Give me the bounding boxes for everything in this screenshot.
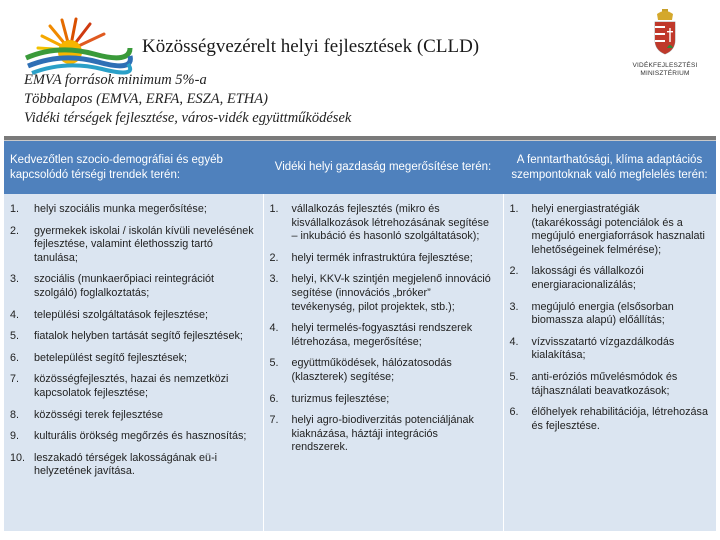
item-text: turizmus fejlesztése;	[291, 392, 390, 405]
item-number: 8.	[10, 408, 20, 421]
ministry-name: VIDÉKFEJLESZTÉSI MINISZTÉRIUM	[632, 62, 698, 77]
list-item	[270, 252, 497, 266]
summary-line: Vidéki térségek fejlesztése, város-vidék együttműködések	[24, 110, 352, 126]
list-item	[10, 430, 257, 444]
item-number: 3.	[509, 300, 519, 313]
item-text: betelepülést segítő fejlesztések;	[34, 351, 188, 364]
item-text: élőhelyek rehabilitációja, létrehozása és fejlesztése.	[531, 406, 708, 432]
summary-line: Többalapos (EMVA, ERFA, ESZA, ETHA)	[24, 91, 268, 107]
list-item	[10, 452, 257, 479]
item-text: megújuló energia (elsősorban biomassza alapú) előállítás;	[531, 300, 674, 327]
item-text: helyi termelés-fogyasztási rendszerek létrehozása, megerősítése;	[291, 322, 473, 348]
sun-logo-icon	[18, 14, 133, 76]
item-text: helyi szociális munka megerősítése;	[34, 203, 207, 215]
item-text: helyi agro-biodiverzitás potenciáljának kiaknázása, háztáji integrációs rendszerek.	[291, 414, 474, 454]
item-text: közösségi terek fejlesztése	[34, 408, 164, 421]
list-item	[270, 414, 497, 455]
list-item	[10, 225, 257, 266]
list-item	[510, 301, 711, 328]
item-number: 1.	[509, 203, 519, 215]
item-text: vállalkozás fejlesztés (mikro és kisvállalkozások létrehozásának segítése – inkubáció és hasonló szolgáltatások);	[291, 203, 489, 243]
list-item	[510, 203, 711, 257]
item-number: 5.	[10, 330, 20, 343]
item-text: együttműködések, hálózatosodás (klaszterek) segítése;	[291, 357, 452, 383]
item-number: 10.	[10, 451, 26, 464]
item-text: leszakadó térségek lakosságának eü-i helyzetének javítása.	[34, 451, 218, 478]
list-item	[10, 203, 257, 217]
column-heading-social: Kedvezőtlen szocio-demográfiai és egyéb kapcsolódó térségi trendek terén:	[4, 141, 263, 194]
item-number: 6.	[269, 392, 279, 405]
item-text: fiatalok helyben tartását segítő fejlesztések;	[34, 330, 243, 343]
item-text: szociális (munkaerőpiaci reintegrációt szolgáló) foglalkoztatás;	[34, 273, 215, 299]
list-item	[270, 393, 497, 407]
content-table	[4, 141, 716, 531]
item-number: 1.	[269, 203, 279, 215]
column-social	[4, 194, 263, 531]
item-number: 7.	[269, 414, 279, 427]
item-text: gyermekek iskolai / iskolán kívüli nevelésének fejlesztése, valamint élethosszig tartó tanulása;	[34, 224, 254, 264]
item-text: vízvisszatartó vízgazdálkodás kialakítása;	[531, 335, 675, 362]
item-text: lakossági és vállalkozói energiaracionalizálás;	[531, 265, 644, 291]
item-number: 6.	[10, 351, 20, 364]
item-number: 1.	[10, 203, 20, 215]
summary-lines	[24, 71, 351, 128]
list-item	[270, 357, 497, 384]
item-text: anti-eróziós művelésmódok és tájhasználati beavatkozások;	[531, 370, 678, 397]
list-item	[510, 265, 711, 292]
item-number: 7.	[10, 373, 20, 386]
page-title: Közösségvezérelt helyi fejlesztések (CLLD)	[142, 36, 480, 57]
item-text: települési szolgáltatások fejlesztése;	[34, 308, 209, 321]
column-heading-economy: Vidéki helyi gazdaság megerősítése terén:	[263, 141, 503, 194]
list-item	[10, 330, 257, 344]
coat-of-arms-icon	[650, 8, 680, 56]
item-number: 3.	[269, 273, 279, 286]
item-number: 9.	[10, 430, 20, 443]
column-sustainability	[503, 194, 716, 531]
item-text: helyi, KKV-k szintjén megjelenő innováció segítése (innovációs „bróker” tevékenység, pilot projektek, stb.);	[291, 273, 491, 313]
item-number: 5.	[269, 357, 279, 370]
item-number: 4.	[10, 308, 20, 321]
list-item	[510, 336, 711, 363]
list-item	[270, 203, 497, 244]
item-number: 2.	[269, 251, 279, 264]
item-number: 6.	[509, 406, 519, 419]
item-number: 5.	[509, 370, 519, 383]
item-number: 2.	[509, 265, 519, 278]
column-heading-sustainability: A fenntarthatósági, klíma adaptációs szempontoknak való megfelelés terén:	[503, 141, 716, 194]
list-item	[10, 352, 257, 366]
item-text: közösségfejlesztés, hazai és nemzetközi kapcsolatok fejlesztése;	[34, 373, 229, 399]
item-text: helyi termék infrastruktúra fejlesztése;	[291, 251, 473, 264]
column-economy	[263, 194, 503, 531]
item-text: kulturális örökség megőrzés és hasznosítás;	[34, 430, 247, 443]
item-number: 4.	[269, 322, 279, 335]
item-number: 2.	[10, 224, 20, 237]
list-item	[270, 322, 497, 349]
list-item	[10, 373, 257, 400]
list-item	[510, 406, 711, 433]
list-item	[10, 273, 257, 300]
item-number: 3.	[10, 273, 20, 286]
list-item	[270, 273, 497, 314]
list-item	[510, 371, 711, 398]
list-item	[10, 409, 257, 423]
list-item	[10, 309, 257, 323]
ministry-logo	[622, 8, 708, 78]
item-text: helyi energiastratégiák (takarékossági potenciálok és a megújuló energiaforrások hasznalati lehetőségeinek felmérése);	[531, 203, 705, 256]
summary-line: EMVA források minimum 5%-a	[24, 72, 207, 88]
item-number: 4.	[509, 335, 519, 348]
